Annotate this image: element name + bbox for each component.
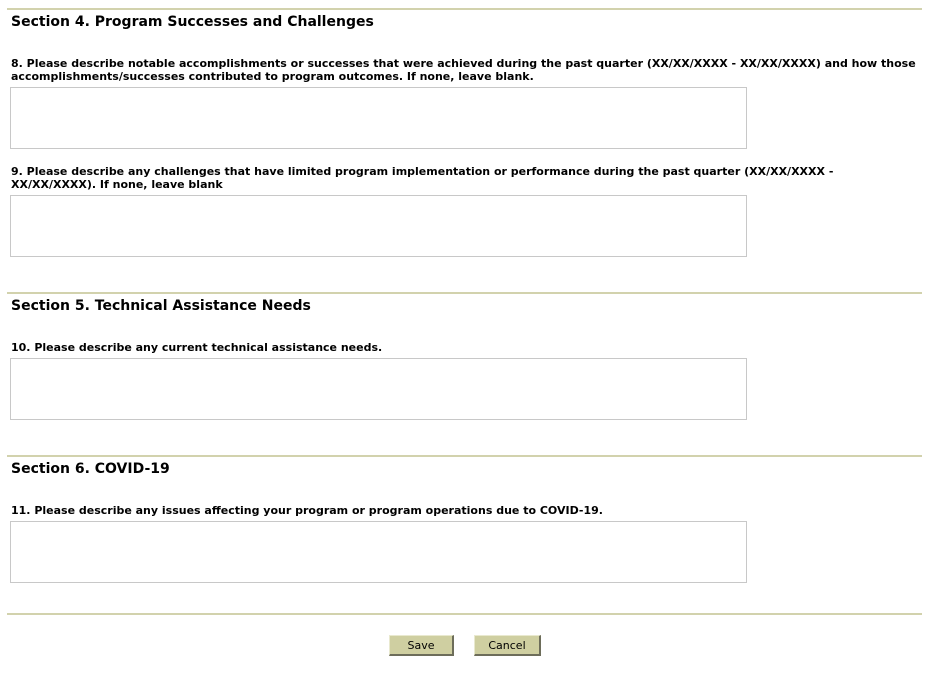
- question-11-answer[interactable]: [10, 521, 747, 583]
- question-8-label: 8. Please describe notable accomplishments or successes that were achieved during the past quarter (XX/XX/XXXX - XX/XX/XXXX) and how those accomplishments/successes contributed to program outcomes. If none, leave blank.: [11, 57, 916, 83]
- question-11-label: 11. Please describe any issues affecting your program or program operations due to COVID-19.: [11, 504, 603, 517]
- cancel-button[interactable]: Cancel: [474, 635, 541, 656]
- question-10-answer[interactable]: [10, 358, 747, 420]
- section-5-title: Section 5. Technical Assistance Needs: [11, 298, 311, 314]
- section-divider: [7, 455, 922, 457]
- section-divider: [7, 292, 922, 294]
- section-6-title: Section 6. COVID-19: [11, 461, 170, 477]
- save-button[interactable]: Save: [389, 635, 454, 656]
- form-footer-divider: [7, 613, 922, 615]
- question-10-label: 10. Please describe any current technical assistance needs.: [11, 341, 383, 354]
- section-divider: [7, 8, 922, 10]
- section-4-title: Section 4. Program Successes and Challenges: [11, 14, 374, 30]
- question-8-answer[interactable]: [10, 87, 747, 149]
- question-9-answer[interactable]: [10, 195, 747, 257]
- question-9-label: 9. Please describe any challenges that have limited program implementation or performance during the past quarter (XX/XX/XXXX - XX/XX/XXXX). If none, leave blank: [11, 165, 834, 191]
